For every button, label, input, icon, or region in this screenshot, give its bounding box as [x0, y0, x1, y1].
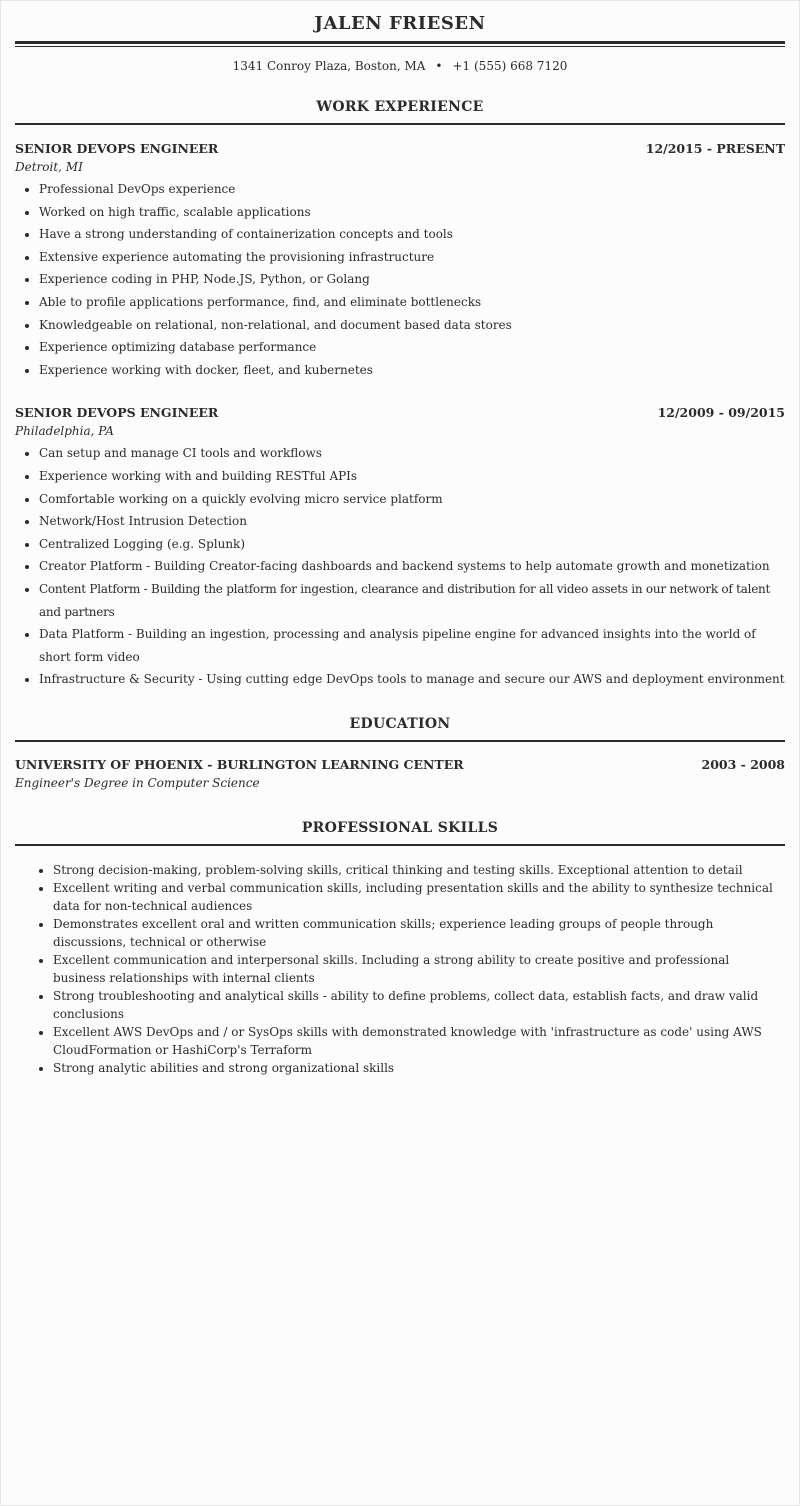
job-header — [15, 141, 785, 157]
skill-item: • Excellent writing and verbal communication skills, including presentation skills and the ability to synthesize technical data for non-technical audiences — [53, 879, 785, 915]
job-dates: 12/2009 - 09/2015 — [657, 405, 785, 421]
skill-item: • Excellent communication and interpersonal skills. Including a strong ability to create positive and professional business relationships with internal clients — [53, 951, 785, 987]
job-header — [15, 405, 785, 421]
job-bullet: • Professional DevOps experience — [39, 178, 785, 201]
job-bullet: • Data Platform - Building an ingestion, processing and analysis pipeline engine for advanced insights into the world of short form video — [39, 623, 785, 668]
job-bullets — [15, 442, 785, 691]
job-bullet: • Worked on high traffic, scalable applications — [39, 201, 785, 224]
skill-item: • Excellent AWS DevOps and / or SysOps skills with demonstrated knowledge with 'infrastructure as code' using AWS CloudFormation or HashiCorp's Terraform — [53, 1023, 785, 1059]
job-bullet: • Can setup and manage CI tools and workflows — [39, 442, 785, 465]
job-bullet: • Have a strong understanding of containerization concepts and tools — [39, 223, 785, 246]
job-bullet: • Comfortable working on a quickly evolving micro service platform — [39, 488, 785, 511]
contact-address: 1341 Conroy Plaza, Boston, MA — [232, 59, 426, 73]
skill-item: • Strong troubleshooting and analytical skills - ability to define problems, collect data, establish facts, and draw valid conclusions — [53, 987, 785, 1023]
section-title-work-experience: WORK EXPERIENCE — [316, 99, 484, 115]
job-title: SENIOR DEVOPS ENGINEER — [15, 141, 219, 156]
job-bullet: • Network/Host Intrusion Detection — [39, 510, 785, 533]
job-bullet: • Experience coding in PHP, Node.JS, Python, or Golang — [39, 268, 785, 291]
job-bullet: • Infrastructure & Security - Using cutting edge DevOps tools to manage and secure our AWS and deployment environment — [39, 668, 785, 691]
contact-separator: • — [435, 59, 443, 73]
education-header — [15, 757, 785, 773]
job-bullet: • Knowledgeable on relational, non-relational, and document based data stores — [39, 314, 785, 337]
job-bullet: • Content Platform - Building the platform for ingestion, clearance and distribution for all video assets in our network of talent and partners — [39, 578, 785, 623]
contact-line — [15, 58, 785, 74]
header-rule-thin — [15, 46, 785, 47]
job-bullet: • Able to profile applications performance, find, and eliminate bottlenecks — [39, 291, 785, 314]
section-title-education: EDUCATION — [349, 715, 451, 732]
skill-item: • Demonstrates excellent oral and written communication skills; experience leading groups of people through discussions, technical or otherwise — [53, 915, 785, 951]
skills-section — [15, 819, 785, 1077]
job-location: Philadelphia, PA — [15, 424, 114, 439]
job-bullet: • Experience working with and building RESTful APIs — [39, 465, 785, 488]
skill-item: • Strong decision-making, problem-solving skills, critical thinking and testing skills. Exceptional attention to detail — [53, 861, 785, 879]
job-entry — [15, 141, 785, 381]
candidate-name: JALEN FRIESEN — [314, 13, 486, 34]
section-title-professional-skills: PROFESSIONAL SKILLS — [301, 819, 499, 836]
education-section — [15, 715, 785, 792]
job-entry — [15, 405, 785, 691]
job-dates: 12/2015 - PRESENT — [645, 141, 785, 156]
section-rule — [15, 740, 785, 742]
job-bullet: • Creator Platform - Building Creator-facing dashboards and backend systems to help automate growth and monetization — [39, 555, 785, 578]
job-bullet: • Experience working with docker, fleet, and kubernetes — [39, 359, 785, 382]
skills-list — [15, 861, 785, 1077]
job-title: SENIOR DEVOPS ENGINEER — [15, 405, 219, 421]
job-bullets — [15, 178, 785, 381]
section-rule — [15, 123, 785, 125]
job-location: Detroit, MI — [15, 160, 83, 174]
section-rule — [15, 844, 785, 846]
resume-content — [1, 1, 799, 1077]
education-entry — [15, 757, 785, 792]
job-bullet: • Extensive experience automating the provisioning infrastructure — [39, 246, 785, 269]
job-bullet: • Centralized Logging (e.g. Splunk) — [39, 533, 785, 556]
work-experience-section — [15, 98, 785, 691]
degree: Engineer's Degree in Computer Science — [15, 775, 260, 790]
contact-phone: +1 (555) 668 7120 — [452, 59, 568, 73]
job-bullet: • Experience optimizing database performance — [39, 336, 785, 359]
skill-item: • Strong analytic abilities and strong organizational skills — [53, 1059, 785, 1077]
education-dates: 2003 - 2008 — [701, 756, 785, 772]
school-name: UNIVERSITY OF PHOENIX - BURLINGTON LEARNING CENTER — [15, 756, 464, 772]
